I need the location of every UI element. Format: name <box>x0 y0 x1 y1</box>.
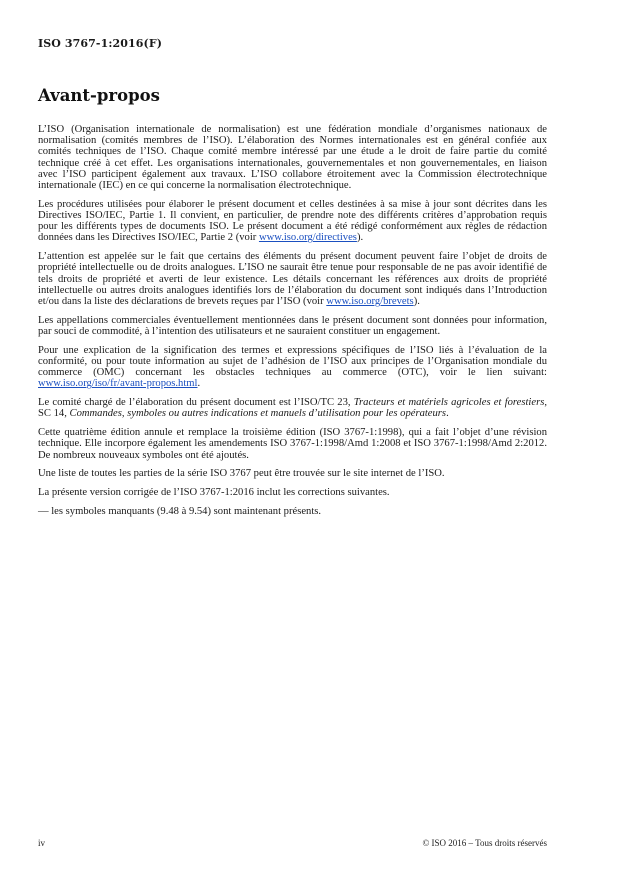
paragraph-procedures-end: ). <box>356 232 364 244</box>
committee-text-a: Le comité chargé de l’élaboration du présent document est l’ISO/TC 23, <box>38 397 354 409</box>
page-footer <box>38 838 547 852</box>
paragraph-procedures-text: Les procédures utilisées pour élaborer le présent document et celles destinées à sa mise à jour sont décrites dans les Directives ISO/IEC, Partie 1. Il convient, en particulier, de prendre note des différents critères d’approbation requis pour les différents types de documents ISO. Le présent document a été rédigé conformément aux règles de rédaction données dans les Directives ISO/IEC, Partie 2 (voir <box>38 198 547 244</box>
paragraph-corrected-version: La présente version corrigée de l’ISO 3767-1:2016 inclut les corrections suivantes. <box>38 487 390 499</box>
paragraph-series-list: Une liste de toutes les parties de la série ISO 3767 peut être trouvée sur le site internet de l’ISO. <box>38 468 445 480</box>
foreword-link[interactable]: www.iso.org/iso/fr/avant-propos.html <box>38 378 198 390</box>
committee-text-end: . <box>446 408 449 420</box>
paragraph-trade-names: Les appellations commerciales éventuellement mentionnées dans le présent document sont données pour information, par souci de commodité, à l’intention des utilisateurs et ne sauraient constituer un engagement. <box>38 314 547 338</box>
directives-link[interactable]: www.iso.org/directives <box>258 232 357 244</box>
committee-tc-title: Tracteurs et matériels agricoles et forestiers <box>353 397 545 409</box>
paragraph-iso-overview: L’ISO (Organisation internationale de normalisation) est une fédération mondiale d’organismes nationaux de normalisation (comités membres de l’ISO). L’élaboration des Normes internationales est en général confiée aux comités techniques de l’ISO. Chaque comité membre intéressé par une étude a le droit de faire partie du comité technique créé à cet effet. Les organisations internationales, gouvernementales et non gouvernementales, en liaison avec l’ISO participent également aux travaux. L’ISO collabore étroitement avec la Commission électrotechnique internationale (IEC) en ce qui concerne la normalisation électrotechnique. <box>38 124 547 192</box>
page-number: iv <box>38 838 46 848</box>
page-title: Avant-propos <box>38 86 160 105</box>
patents-link[interactable]: www.iso.org/brevets <box>326 296 414 308</box>
paragraph-committee <box>38 397 547 419</box>
paragraph-conformity <box>38 345 547 390</box>
committee-text-b: , SC 14, <box>38 397 547 420</box>
paragraph-patents-text: L’attention est appelée sur le fait que certains des éléments du présent document peuvent faire l’objet de droits de propriété intellectuelle ou de droits analogues. L’ISO ne saurait être tenue pour responsable de ne pas avoir identifié de tels droits de propriété et averti de leur existence. Les détails concernant les références aux droits de propriété intellectuelle ou autres droits analogues identifiés lors de l’élaboration du document sont indiqués dans l’Introduction et/ou dans la liste des déclarations de brevets reçues par l’ISO (voir <box>38 251 547 308</box>
paragraph-patents-end: ). <box>413 296 420 308</box>
copyright-notice: © ISO 2016 – Tous droits réservés <box>422 838 547 848</box>
document-header: ISO 3767-1:2016(F) <box>38 37 163 50</box>
committee-sc-title: Commandes, symboles ou autres indications et manuels d’utilisation pour les opérateurs <box>69 408 447 420</box>
paragraph-conformity-end: . <box>197 378 201 390</box>
paragraph-conformity-text: Pour une explication de la signification des termes et expressions spécifiques de l’ISO liés à l’évaluation de la conformité, ou pour toute information au sujet de l’adhésion de l’ISO aux principes de l’Organisation mondiale du commerce (OMC) concernant les obstacles techniques au commerce (OTC), voir le lien suivant: <box>38 344 547 379</box>
paragraph-patents <box>38 251 547 307</box>
paragraph-procedures <box>38 199 547 244</box>
paragraph-edition: Cette quatrième édition annule et remplace la troisième édition (ISO 3767-1:1998), qui a fait l’objet d’une révision technique. Elle incorpore également les amendements ISO 3767-1:1998/Amd 1:2008 et ISO 3767-1:1998/Amd 2:2012. De nombreux nouveaux symboles ont été ajoutés. <box>38 427 547 461</box>
foreword-body <box>38 124 547 525</box>
paragraph-corrections-item: — les symboles manquants (9.48 à 9.54) sont maintenant présents. <box>38 506 322 518</box>
